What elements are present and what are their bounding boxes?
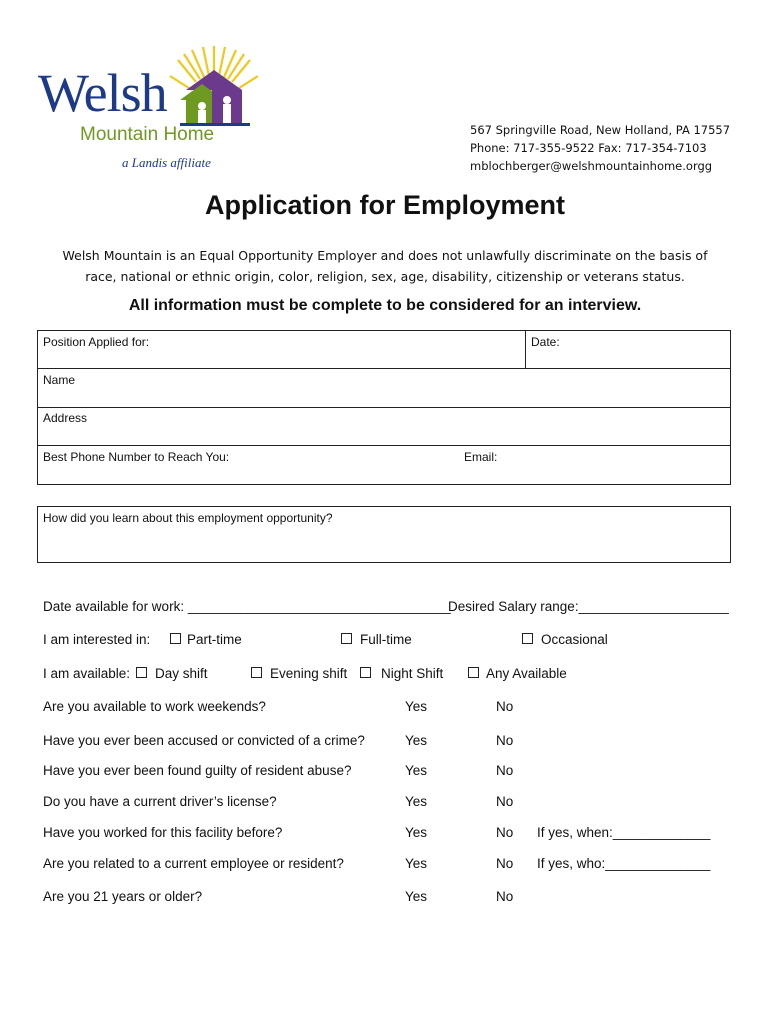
logo-affiliate-text: a Landis affiliate [122, 155, 211, 170]
day-shift-checkbox[interactable] [136, 667, 147, 678]
question-text: Are you related to a current employee or resident? [43, 856, 344, 871]
contact-email[interactable]: mblochberger@welshmountainhome.orgg [470, 159, 713, 173]
phone-field[interactable]: Best Phone Number to Reach You: [43, 450, 230, 464]
occasional-checkbox[interactable] [522, 633, 533, 644]
night-shift-label: Night Shift [381, 666, 444, 681]
salary-range-field[interactable]: Desired Salary range:____________________ [448, 599, 729, 614]
how-learned-field[interactable]: How did you learn about this employment opportunity? [43, 511, 333, 525]
yes-option[interactable]: Yes [405, 889, 428, 904]
full-time-checkbox[interactable] [341, 633, 352, 644]
yes-option[interactable]: Yes [405, 794, 428, 809]
any-available-checkbox[interactable] [468, 667, 479, 678]
position-applied-field[interactable]: Position Applied for: [43, 335, 150, 349]
interested-label: I am interested in: [43, 632, 151, 647]
page-title: Application for Employment [204, 190, 566, 220]
no-option[interactable]: No [496, 889, 514, 904]
any-available-label: Any Available [486, 666, 567, 681]
occasional-label: Occasional [541, 632, 608, 647]
houses-icon [180, 70, 250, 126]
yes-option[interactable]: Yes [405, 763, 428, 778]
address-field[interactable]: Address [43, 411, 88, 425]
question-text: Do you have a current driver’s license? [43, 794, 277, 809]
part-time-label: Part-time [187, 632, 242, 647]
yes-option[interactable]: Yes [405, 856, 428, 871]
name-field[interactable]: Name [43, 373, 76, 387]
table-row-divider [37, 368, 731, 369]
part-time-checkbox[interactable] [170, 633, 181, 644]
no-option[interactable]: No [496, 825, 514, 840]
logo-mountain-home-text: Mountain Home [80, 124, 215, 145]
table-row-divider [37, 407, 731, 408]
evening-shift-label: Evening shift [270, 666, 348, 681]
eeo-line-1: Welsh Mountain is an Equal Opportunity Employer and does not unlawfully discriminate on the basis of [62, 248, 708, 263]
eeo-line-2: race, national or ethnic origin, color, religion, sex, age, disability, citizenship or veterans status. [85, 269, 685, 284]
contact-block [470, 121, 730, 175]
full-time-label: Full-time [360, 632, 412, 647]
night-shift-checkbox[interactable] [360, 667, 371, 678]
question-text: Have you ever been accused or convicted of a crime? [43, 733, 365, 748]
question-text: Have you ever been found guilty of resident abuse? [43, 763, 352, 778]
if-yes-who-field[interactable]: If yes, who:______________ [537, 856, 711, 871]
question-text: Have you worked for this facility before? [43, 825, 283, 840]
date-field[interactable]: Date: [531, 335, 560, 349]
completion-notice: All information must be complete to be considered for an interview. [128, 297, 642, 314]
no-option[interactable]: No [496, 699, 514, 714]
contact-phone-fax: Phone: 717-355-9522 Fax: 717-354-7103 [470, 141, 707, 155]
date-available-field[interactable]: Date available for work: ___________________________________ [43, 599, 451, 614]
no-option[interactable]: No [496, 763, 514, 778]
yes-option[interactable]: Yes [405, 825, 428, 840]
yes-option[interactable]: Yes [405, 699, 428, 714]
table-row-divider [37, 445, 731, 446]
question-text: Are you 21 years or older? [43, 889, 203, 904]
question-text: Are you available to work weekends? [43, 699, 266, 714]
no-option[interactable]: No [496, 733, 514, 748]
if-yes-when-field[interactable]: If yes, when:_____________ [537, 825, 711, 840]
day-shift-label: Day shift [155, 666, 208, 681]
evening-shift-checkbox[interactable] [251, 667, 262, 678]
logo-welsh-text: Welsh [38, 63, 167, 123]
no-option[interactable]: No [496, 856, 514, 871]
eeo-statement [0, 245, 770, 287]
no-option[interactable]: No [496, 794, 514, 809]
table-column-divider [525, 330, 526, 369]
email-field[interactable]: Email: [464, 450, 498, 464]
available-label: I am available: [43, 666, 131, 681]
yes-option[interactable]: Yes [405, 733, 428, 748]
contact-address: 567 Springville Road, New Holland, PA 17557 [470, 123, 731, 137]
